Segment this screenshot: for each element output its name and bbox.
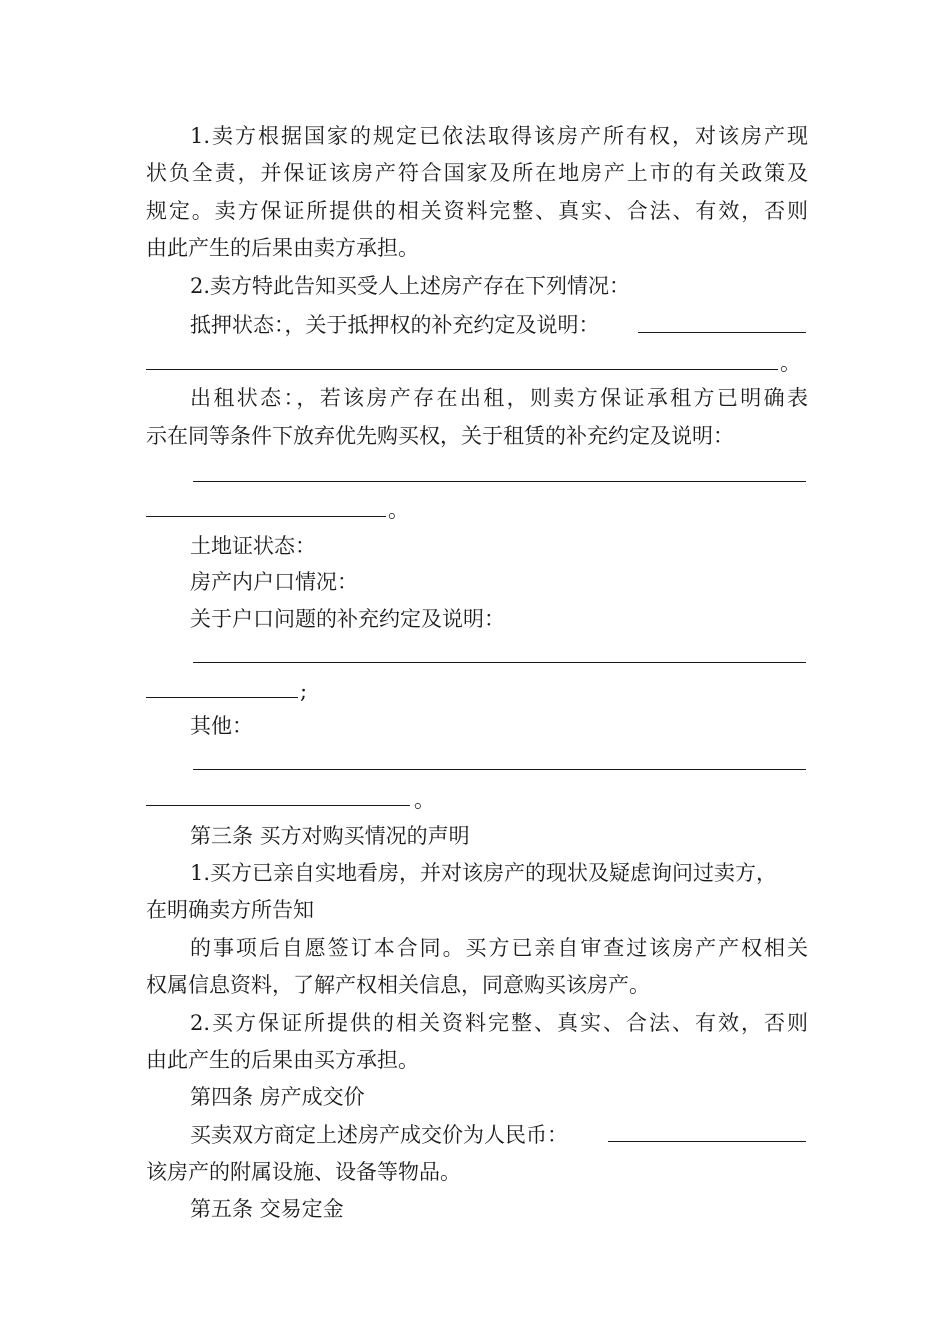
- hukou-blank-2[interactable]: [146, 697, 298, 698]
- article-3-clause-1-line-1: 1.买方已亲自实地看房，并对该房产的现状及疑虑询问过卖方，: [190, 861, 778, 885]
- seller-clause-1-line-4: 由此产生的后果由卖方承担。: [146, 236, 419, 260]
- other-blank-1[interactable]: [193, 769, 806, 770]
- land-cert-status: 土地证状态：: [190, 534, 316, 558]
- other-blank-2[interactable]: [146, 805, 410, 806]
- seller-clause-1-line-3: 规定。卖方保证所提供的相关资料完整、真实、合法、有效，否则: [146, 199, 808, 223]
- rental-status-line-1: 出租状态：，若该房产存在出租，则卖方保证承租方已明确表: [190, 386, 808, 410]
- article-5-title: 第五条 交易定金: [190, 1197, 344, 1221]
- article-4-title: 第四条 房产成交价: [190, 1085, 365, 1109]
- seller-clause-1-line-2: 状负全责，并保证该房产符合国家及所在地房产上市的有关政策及: [146, 161, 808, 185]
- rental-blank-2[interactable]: [146, 516, 386, 517]
- hukou-end-punct: ;: [300, 679, 308, 703]
- article-3-clause-2-line-1: 2.买方保证所提供的相关资料完整、真实、合法、有效，否则: [190, 1011, 808, 1035]
- seller-clause-2: 2.卖方特此告知买受人上述房产存在下列情况：: [190, 274, 631, 298]
- mortgage-end-punct: 。: [780, 351, 801, 375]
- price-blank[interactable]: [608, 1141, 806, 1142]
- hukou-status: 房产内户口情况：: [190, 570, 358, 594]
- rental-status-line-2: 示在同等条件下放弃优先购买权，关于租赁的补充约定及说明：: [146, 424, 734, 448]
- article-3-title: 第三条 买方对购买情况的声明: [190, 824, 470, 848]
- hukou-supplement-label: 关于户口问题的补充约定及说明：: [190, 607, 505, 631]
- article-4-price-line: 买卖双方商定上述房产成交价为人民币：: [190, 1123, 568, 1147]
- mortgage-blank-2[interactable]: [146, 369, 778, 370]
- rental-end-punct: 。: [388, 498, 409, 522]
- article-3-clause-1-line-3: 的事项后自愿签订本合同。买方已亲自审查过该房产产权相关: [190, 936, 808, 960]
- hukou-blank-1[interactable]: [193, 662, 806, 663]
- rental-blank-1[interactable]: [193, 481, 806, 482]
- mortgage-status-label: 抵押状态：，关于抵押权的补充约定及说明：: [190, 313, 600, 337]
- article-3-clause-1-line-2: 在明确卖方所告知: [146, 898, 314, 922]
- mortgage-blank-1[interactable]: [638, 332, 806, 333]
- article-4-facilities-line: 该房产的附属设施、设备等物品。: [146, 1160, 461, 1184]
- article-3-clause-2-line-2: 由此产生的后果由买方承担。: [146, 1048, 419, 1072]
- article-3-clause-1-line-4: 权属信息资料，了解产权相关信息，同意购买该房产。: [146, 973, 650, 997]
- seller-clause-1-line-1: 1.卖方根据国家的规定已依法取得该房产所有权，对该房产现: [190, 124, 808, 148]
- other-end-punct: 。: [414, 788, 435, 812]
- other-label: 其他：: [190, 714, 253, 738]
